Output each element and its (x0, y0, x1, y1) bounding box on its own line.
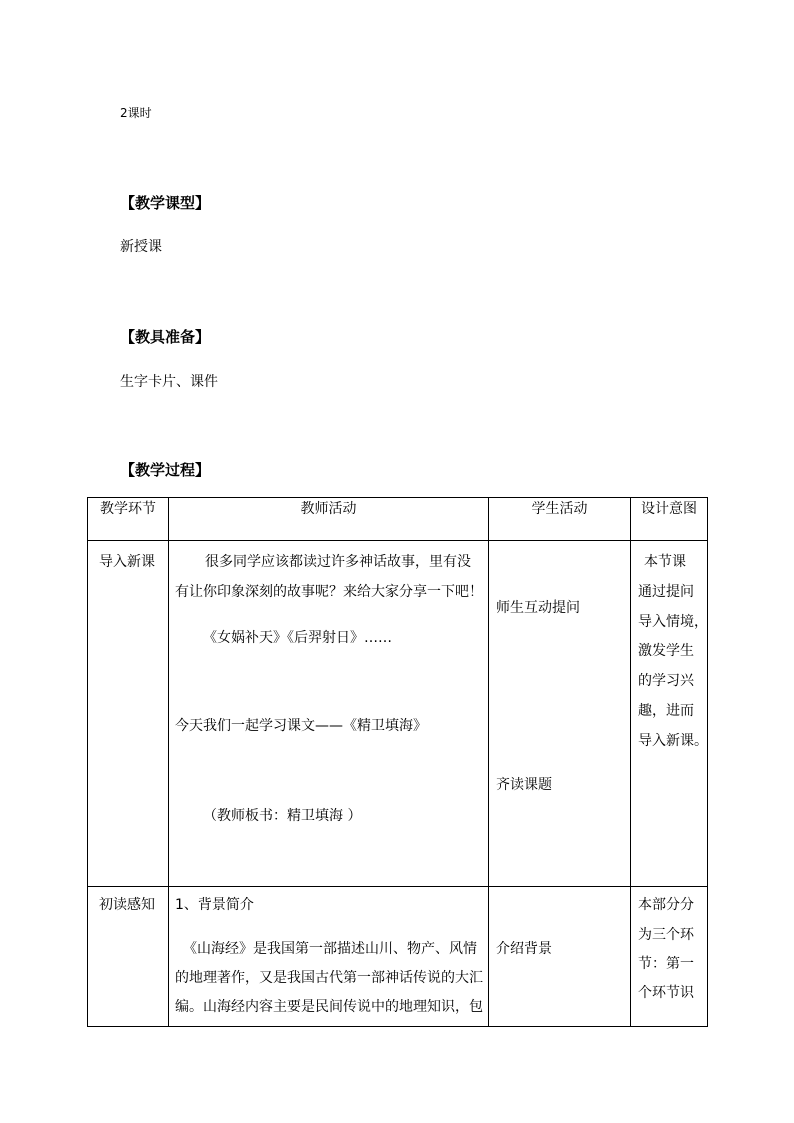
teacher-text-line: （教师板书：精卫填海 ） (203, 808, 362, 824)
lesson-duration: 2课时 (120, 106, 152, 120)
lesson-type-value: 新授课 (120, 239, 162, 255)
teacher-activity-cell (169, 541, 489, 887)
intent-text-line: 的学习兴 (638, 673, 694, 689)
intent-text-line: 导入新课。 (638, 733, 708, 749)
stage-label: 导入新课 (99, 554, 155, 570)
header-teacher-activity: 教师活动 (169, 498, 489, 541)
table-header-row (88, 498, 708, 541)
student-text-line: 师生互动提问 (496, 600, 580, 616)
section-heading-teaching-process: 【教学过程】 (120, 461, 211, 479)
teacher-text-line: 今天我们一起学习课文——《精卫填海》 (175, 718, 427, 734)
intent-text-line: 导入情境， (638, 614, 708, 630)
table-row (88, 541, 708, 887)
header-student-activity: 学生活动 (489, 498, 631, 541)
stage-cell (88, 887, 169, 1027)
teacher-text-line: 有让你印象深刻的故事呢？来给大家分享一下吧！ (175, 584, 483, 600)
teacher-text-line: 1、背景简介 (175, 897, 254, 913)
student-text-line: 介绍背景 (496, 941, 552, 957)
student-activity-cell (489, 887, 631, 1027)
stage-cell (88, 541, 169, 887)
intent-text-line: 激发学生 (638, 643, 694, 659)
stage-label: 初读感知 (99, 897, 155, 913)
section-heading-lesson-type: 【教学课型】 (120, 194, 211, 212)
intent-text-line: 节：第一 (638, 956, 694, 972)
teacher-text-line: 《山海经》是我国第一部描述山川、物产、风情 (183, 941, 477, 957)
teaching-tools-value: 生字卡片、课件 (120, 374, 218, 390)
table-row (88, 887, 708, 1027)
intent-text-line: 通过提问 (638, 584, 694, 600)
teacher-text-line: 《女娲补天》《后羿射日》…… (203, 630, 392, 646)
section-heading-teaching-tools: 【教具准备】 (120, 328, 211, 346)
intent-text-line: 个环节识 (638, 985, 694, 1001)
teacher-text-line: 编。山海经内容主要是民间传说中的地理知识，包 (175, 999, 483, 1015)
student-text-line: 齐读课题 (496, 777, 552, 793)
intent-text-line: 本部分分 (638, 897, 694, 913)
teacher-text-line: 很多同学应该都读过许多神话故事，里有没 (205, 554, 471, 570)
intent-text-line: 本节课 (644, 554, 686, 570)
header-design-intent: 设计意图 (631, 498, 708, 541)
intent-text-line: 为三个环 (638, 927, 694, 943)
intent-text-line: 趣，进而 (638, 703, 694, 719)
design-intent-cell (631, 541, 708, 887)
header-stage: 教学环节 (88, 498, 169, 541)
lesson-plan-table (87, 497, 708, 1027)
student-activity-cell (489, 541, 631, 887)
design-intent-cell (631, 887, 708, 1027)
teacher-activity-cell (169, 887, 489, 1027)
teacher-text-line: 的地理著作，又是我国古代第一部神话传说的大汇 (175, 970, 483, 986)
